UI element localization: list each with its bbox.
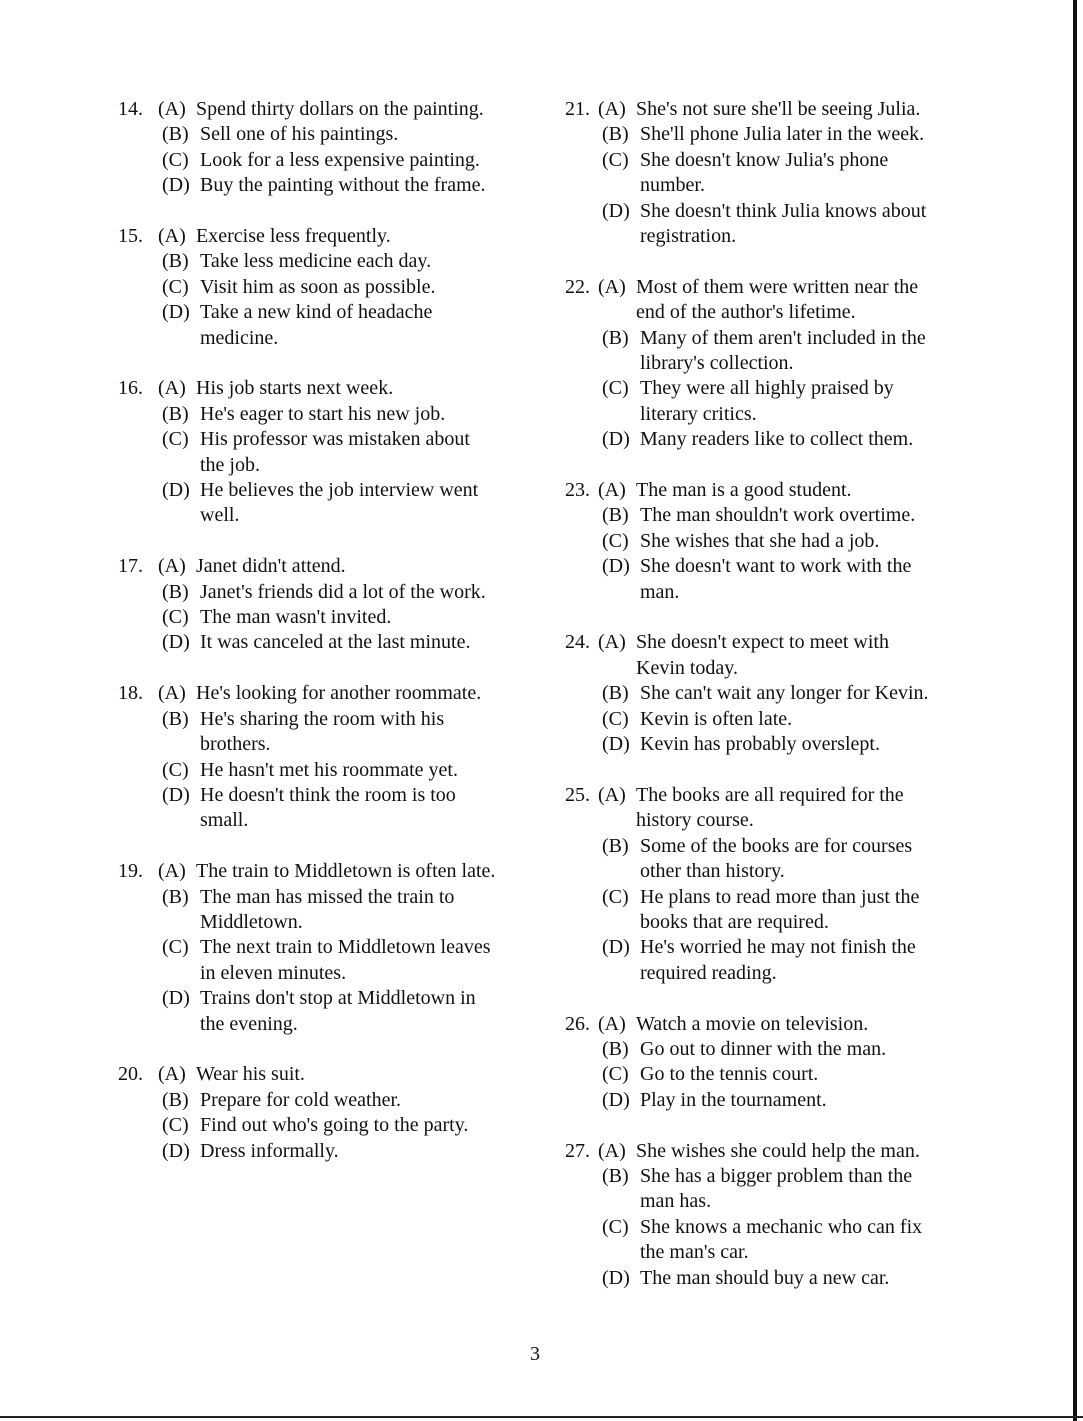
option-label: (A) bbox=[598, 275, 626, 298]
question-number: 26. bbox=[565, 1012, 590, 1035]
answer-options bbox=[158, 554, 558, 656]
option-text: Many readers like to collect them. bbox=[640, 428, 914, 451]
option-text: Play in the tournament. bbox=[640, 1088, 827, 1111]
answer-option bbox=[598, 148, 985, 199]
option-text: The man has missed the train to Middletown. bbox=[200, 885, 455, 933]
answer-option bbox=[158, 885, 558, 936]
question-number: 25. bbox=[565, 783, 590, 806]
option-label: (D) bbox=[602, 428, 630, 451]
option-label: (A) bbox=[158, 682, 186, 705]
answer-options bbox=[158, 376, 558, 528]
question-number: 22. bbox=[565, 275, 590, 298]
option-text: Look for a less expensive painting. bbox=[200, 148, 480, 171]
answer-option bbox=[158, 1139, 558, 1164]
option-label: (D) bbox=[602, 733, 630, 756]
option-text: Some of the books are for courses other than history. bbox=[640, 834, 913, 883]
answer-option bbox=[158, 681, 558, 706]
option-label: (B) bbox=[162, 123, 189, 146]
answer-options bbox=[158, 1062, 558, 1164]
option-label: (A) bbox=[598, 1139, 626, 1162]
option-text: She doesn't expect to meet with Kevin today. bbox=[636, 631, 889, 679]
question-27 bbox=[565, 1139, 985, 1291]
answer-option bbox=[158, 605, 558, 630]
page-number: 3 bbox=[530, 1343, 540, 1365]
option-text: Most of them were written near the end of the author's lifetime. bbox=[636, 275, 919, 324]
option-label: (C) bbox=[602, 1215, 629, 1238]
option-label: (C) bbox=[162, 428, 189, 451]
option-text: She'll phone Julia later in the week. bbox=[640, 123, 925, 146]
option-text: It was canceled at the last minute. bbox=[200, 631, 471, 654]
answer-option bbox=[158, 1113, 558, 1138]
option-label: (B) bbox=[162, 885, 189, 908]
left-question-column bbox=[118, 97, 558, 1189]
answer-options bbox=[158, 97, 558, 199]
option-text: Spend thirty dollars on the painting. bbox=[196, 98, 484, 120]
option-text: The man is a good student. bbox=[636, 479, 852, 502]
option-text: The man shouldn't work overtime. bbox=[640, 504, 916, 527]
question-14 bbox=[118, 97, 558, 199]
option-label: (A) bbox=[598, 631, 626, 654]
answer-option bbox=[598, 427, 985, 452]
answer-option bbox=[158, 122, 558, 147]
option-label: (D) bbox=[162, 174, 190, 197]
answer-options bbox=[598, 275, 985, 453]
question-number: 19. bbox=[118, 860, 143, 883]
option-label: (B) bbox=[602, 123, 629, 146]
option-text: Many of them aren't included in the library's collection. bbox=[640, 326, 926, 375]
scan-edge-horizontal bbox=[0, 1416, 1083, 1418]
option-label: (B) bbox=[602, 1037, 629, 1060]
question-16 bbox=[118, 376, 558, 528]
option-label: (D) bbox=[602, 1266, 630, 1289]
option-label: (D) bbox=[602, 1088, 630, 1111]
answer-option bbox=[598, 554, 985, 605]
answer-option bbox=[598, 1088, 985, 1113]
option-text: Kevin has probably overslept. bbox=[640, 733, 880, 756]
option-text: She doesn't want to work with the man. bbox=[640, 555, 912, 603]
option-text: Dress informally. bbox=[200, 1139, 339, 1162]
option-label: (B) bbox=[162, 402, 189, 425]
option-text: The train to Middletown is often late. bbox=[196, 860, 496, 883]
answer-options bbox=[598, 1139, 985, 1291]
answer-option bbox=[598, 707, 985, 732]
answer-option bbox=[158, 935, 558, 986]
option-text: Take a new kind of headache medicine. bbox=[200, 301, 433, 349]
option-text: Go to the tennis court. bbox=[640, 1063, 819, 1086]
answer-option bbox=[598, 1012, 985, 1037]
option-text: She wishes she could help the man. bbox=[636, 1139, 920, 1162]
question-number: 20. bbox=[118, 1063, 143, 1086]
answer-option bbox=[158, 986, 558, 1037]
answer-option bbox=[598, 199, 985, 250]
answer-option bbox=[598, 1266, 985, 1291]
option-text: She wishes that she had a job. bbox=[640, 529, 880, 552]
option-label: (B) bbox=[602, 834, 629, 857]
option-text: Prepare for cold weather. bbox=[200, 1088, 402, 1111]
question-23 bbox=[565, 478, 985, 605]
option-label: (D) bbox=[602, 555, 630, 578]
option-label: (C) bbox=[162, 758, 189, 781]
option-text: Find out who's going to the party. bbox=[200, 1114, 469, 1137]
option-label: (A) bbox=[158, 98, 186, 120]
option-text: He's looking for another roommate. bbox=[196, 682, 482, 705]
option-text: They were all highly praised by literary critics. bbox=[640, 377, 894, 425]
answer-option bbox=[598, 783, 985, 834]
option-label: (D) bbox=[602, 199, 630, 222]
option-label: (A) bbox=[598, 783, 626, 806]
option-text: Kevin is often late. bbox=[640, 707, 793, 730]
option-label: (B) bbox=[162, 580, 189, 603]
option-label: (A) bbox=[158, 555, 186, 578]
answer-options bbox=[598, 478, 985, 605]
option-text: She doesn't know Julia's phone number. bbox=[640, 148, 889, 197]
option-label: (A) bbox=[598, 1012, 626, 1035]
answer-option bbox=[598, 732, 985, 757]
option-text: His job starts next week. bbox=[196, 377, 394, 400]
question-number: 27. bbox=[565, 1139, 590, 1162]
answer-option bbox=[158, 173, 558, 198]
option-text: Trains don't stop at Middletown in the evening. bbox=[200, 987, 476, 1035]
option-text: Take less medicine each day. bbox=[200, 250, 432, 273]
answer-option bbox=[598, 122, 985, 147]
option-label: (D) bbox=[162, 479, 190, 502]
option-text: She has a bigger problem than the man has. bbox=[640, 1164, 913, 1213]
option-label: (C) bbox=[162, 606, 189, 629]
answer-option bbox=[598, 834, 985, 885]
option-text: He believes the job interview went well. bbox=[200, 479, 479, 527]
answer-option bbox=[158, 148, 558, 173]
question-25 bbox=[565, 783, 985, 986]
answer-options bbox=[158, 859, 558, 1037]
option-text: Visit him as soon as possible. bbox=[200, 275, 436, 298]
option-text: He plans to read more than just the books that are required. bbox=[640, 885, 920, 933]
question-number: 16. bbox=[118, 377, 143, 400]
option-label: (A) bbox=[158, 225, 186, 248]
question-18 bbox=[118, 681, 558, 833]
question-number: 23. bbox=[565, 479, 590, 502]
option-label: (A) bbox=[158, 1063, 186, 1086]
answer-option bbox=[158, 478, 558, 529]
answer-option bbox=[158, 275, 558, 300]
answer-option bbox=[158, 427, 558, 478]
option-label: (B) bbox=[162, 250, 189, 273]
option-text: She doesn't think Julia knows about registration. bbox=[640, 199, 927, 248]
answer-option bbox=[598, 681, 985, 706]
option-text: Wear his suit. bbox=[196, 1063, 305, 1086]
answer-option bbox=[158, 554, 558, 579]
answer-option bbox=[598, 275, 985, 326]
option-text: He's sharing the room with his brothers. bbox=[200, 707, 445, 756]
option-label: (B) bbox=[162, 1088, 189, 1111]
answer-options bbox=[598, 783, 985, 986]
option-text: Go out to dinner with the man. bbox=[640, 1037, 887, 1060]
answer-options bbox=[598, 630, 985, 757]
option-label: (C) bbox=[162, 275, 189, 298]
answer-option bbox=[598, 478, 985, 503]
answer-options bbox=[158, 224, 558, 351]
scan-edge-vertical bbox=[1073, 0, 1077, 1421]
option-label: (C) bbox=[162, 936, 189, 959]
option-label: (C) bbox=[602, 529, 629, 552]
question-15 bbox=[118, 224, 558, 351]
option-text: Buy the painting without the frame. bbox=[200, 174, 486, 197]
answer-option bbox=[598, 503, 985, 528]
answer-options bbox=[598, 97, 985, 249]
option-label: (D) bbox=[162, 1139, 190, 1162]
option-text: He's eager to start his new job. bbox=[200, 402, 446, 425]
answer-option bbox=[598, 1215, 985, 1266]
option-label: (D) bbox=[602, 936, 630, 959]
answer-option bbox=[158, 859, 558, 884]
option-label: (D) bbox=[162, 301, 190, 324]
option-label: (B) bbox=[602, 504, 629, 527]
answer-option bbox=[158, 580, 558, 605]
question-number: 21. bbox=[565, 98, 590, 120]
answer-option bbox=[598, 529, 985, 554]
answer-option bbox=[158, 376, 558, 401]
answer-option bbox=[598, 1037, 985, 1062]
option-label: (C) bbox=[602, 377, 629, 400]
answer-options bbox=[598, 1012, 985, 1114]
option-text: His professor was mistaken about the job. bbox=[200, 428, 470, 476]
answer-option bbox=[158, 630, 558, 655]
question-number: 14. bbox=[118, 98, 143, 120]
option-label: (D) bbox=[162, 987, 190, 1010]
option-label: (A) bbox=[158, 860, 186, 883]
option-text: He hasn't met his roommate yet. bbox=[200, 758, 458, 781]
option-text: Janet's friends did a lot of the work. bbox=[200, 580, 486, 603]
question-24 bbox=[565, 630, 985, 757]
option-label: (C) bbox=[602, 148, 629, 171]
answer-option bbox=[598, 326, 985, 377]
option-text: The man should buy a new car. bbox=[640, 1266, 890, 1289]
question-number: 24. bbox=[565, 631, 590, 654]
answer-option bbox=[158, 97, 558, 122]
answer-option bbox=[598, 1139, 985, 1164]
question-number: 17. bbox=[118, 555, 143, 578]
question-22 bbox=[565, 275, 985, 453]
option-label: (D) bbox=[162, 631, 190, 654]
option-text: Janet didn't attend. bbox=[196, 555, 346, 578]
answer-option bbox=[598, 97, 985, 122]
answer-option bbox=[158, 758, 558, 783]
answer-option bbox=[598, 1062, 985, 1087]
option-label: (A) bbox=[598, 479, 626, 502]
answer-option bbox=[158, 707, 558, 758]
option-label: (C) bbox=[162, 148, 189, 171]
question-17 bbox=[118, 554, 558, 656]
option-text: Watch a movie on television. bbox=[636, 1012, 869, 1035]
option-label: (D) bbox=[162, 783, 190, 806]
option-text: He doesn't think the room is too small. bbox=[200, 783, 456, 832]
answer-option bbox=[158, 402, 558, 427]
question-20 bbox=[118, 1062, 558, 1164]
answer-option bbox=[158, 1062, 558, 1087]
answer-option bbox=[598, 885, 985, 936]
option-label: (C) bbox=[602, 1063, 629, 1086]
option-label: (C) bbox=[602, 707, 629, 730]
answer-options bbox=[158, 681, 558, 833]
option-text: The books are all required for the history course. bbox=[636, 783, 904, 832]
option-text: The man wasn't invited. bbox=[200, 606, 392, 629]
option-label: (A) bbox=[158, 377, 186, 400]
question-26 bbox=[565, 1012, 985, 1114]
answer-option bbox=[158, 224, 558, 249]
answer-option bbox=[158, 1088, 558, 1113]
option-label: (C) bbox=[162, 1114, 189, 1137]
option-text: She knows a mechanic who can fix the man's car. bbox=[640, 1215, 923, 1264]
answer-option bbox=[158, 300, 558, 351]
option-label: (C) bbox=[602, 885, 629, 908]
answer-option bbox=[158, 783, 558, 834]
answer-option bbox=[598, 376, 985, 427]
question-21 bbox=[565, 97, 985, 249]
option-text: She can't wait any longer for Kevin. bbox=[640, 682, 929, 705]
option-text: He's worried he may not finish the required reading. bbox=[640, 936, 916, 984]
option-label: (B) bbox=[602, 326, 629, 349]
option-label: (B) bbox=[602, 1164, 629, 1187]
question-19 bbox=[118, 859, 558, 1037]
option-label: (B) bbox=[602, 682, 629, 705]
option-text: Exercise less frequently. bbox=[196, 225, 391, 248]
option-label: (B) bbox=[162, 707, 189, 730]
option-text: Sell one of his paintings. bbox=[200, 123, 399, 146]
question-number: 15. bbox=[118, 225, 143, 248]
answer-option bbox=[598, 630, 985, 681]
answer-option bbox=[158, 249, 558, 274]
right-question-column bbox=[565, 97, 985, 1316]
option-text: She's not sure she'll be seeing Julia. bbox=[636, 98, 921, 120]
option-label: (A) bbox=[598, 98, 626, 120]
answer-option bbox=[598, 1164, 985, 1215]
answer-option bbox=[598, 935, 985, 986]
question-number: 18. bbox=[118, 682, 143, 705]
option-text: The next train to Middletown leaves in eleven minutes. bbox=[200, 936, 491, 984]
